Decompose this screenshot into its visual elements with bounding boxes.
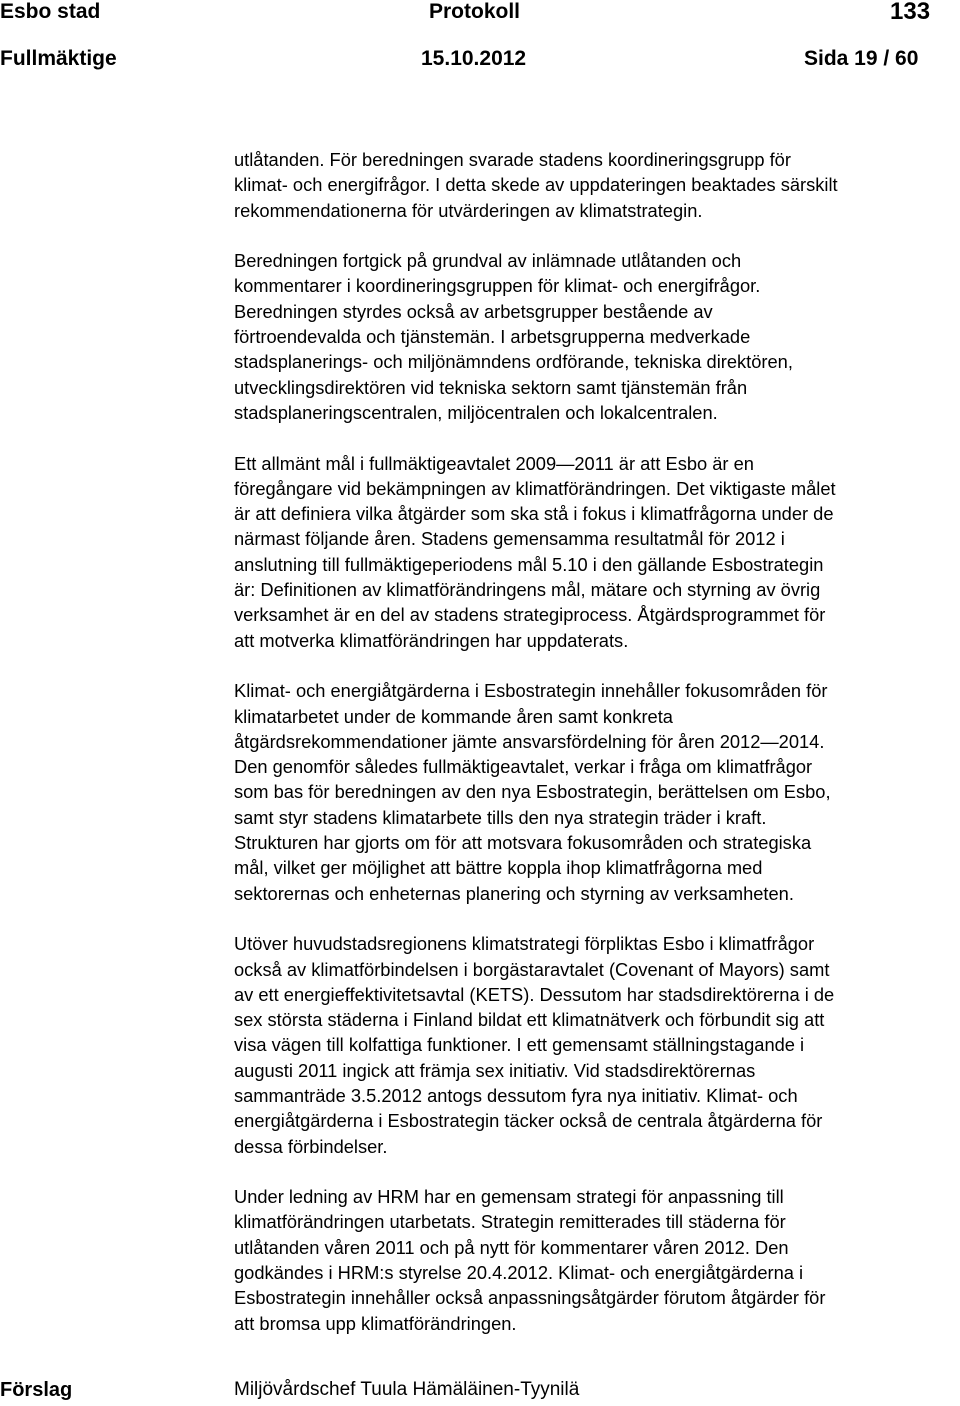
paragraph bbox=[234, 931, 950, 1159]
header-date: 15.10.2012 bbox=[421, 47, 527, 70]
text-line: Ett allmänt mål i fullmäktigeavtalet 2009—2011 är att Esbo är en bbox=[234, 452, 754, 474]
text-line: av ett energieffektivitetsavtal (KETS). Dessutom har stadsdirektörerna i de bbox=[234, 983, 835, 1005]
text-line: är att definiera vilka åtgärder som ska stå i fokus i klimatfrågorna under de bbox=[234, 503, 834, 525]
text-line: mål, vilket ger möjlighet att bättre koppla ihop klimatfrågorna med bbox=[234, 857, 763, 879]
text-line: sektorernas och enheternas planering och styrning av verksamheten. bbox=[234, 882, 794, 904]
text-line: verksamhet är en del av stadens strategiprocess. Åtgärdsprogrammet för bbox=[234, 604, 826, 626]
paragraph bbox=[234, 678, 950, 906]
text-line: rekommendationerna för utvärderingen av klimatstrategin. bbox=[234, 199, 703, 221]
text-line: klimatarbetet under de kommande åren samt konkreta bbox=[234, 705, 673, 727]
text-line: energiåtgärderna i Esbostrategin täcker också de centrala åtgärderna för bbox=[234, 1110, 823, 1132]
text-line: anslutning till fullmäktigeperiodens mål 5.10 i den gällande Esbostrategin bbox=[234, 553, 824, 575]
paragraph bbox=[234, 248, 950, 425]
text-line: Beredningen styrdes också av arbetsgrupper bestående av bbox=[234, 300, 713, 322]
text-line: Den genomför således fullmäktigeavtalet, verkar i fråga om klimatfrågor bbox=[234, 756, 813, 778]
paragraph bbox=[234, 147, 950, 223]
text-line: Beredningen fortgick på grundval av inlämnade utlåtanden och bbox=[234, 250, 742, 272]
text-line: utvecklingsdirektören vid tekniska sektorn samt tjänstemän från bbox=[234, 376, 748, 398]
text-line: förtroendevalda och tjänstemän. I arbetsgrupperna medverkade bbox=[234, 326, 751, 348]
text-line: föregångare vid bekämpningen av klimatförändringen. Det viktigaste målet bbox=[234, 477, 836, 499]
header-page-of: Sida 19 / 60 bbox=[804, 47, 919, 70]
text-line: dessa förbindelser. bbox=[234, 1135, 388, 1157]
text-line: sammanträde 3.5.2012 antogs dessutom fyra nya initiativ. Klimat- och bbox=[234, 1084, 798, 1106]
text-line: klimatförändringen utarbetats. Strategin remitterades till städerna för bbox=[234, 1211, 786, 1233]
text-line: Esbostrategin innehåller också anpassningsåtgärder förutom åtgärder för bbox=[234, 1287, 826, 1309]
text-line: att bromsa upp klimatförändringen. bbox=[234, 1312, 517, 1334]
text-line: godkändes i HRM:s styrelse 20.4.2012. Klimat- och energiåtgärderna i bbox=[234, 1262, 804, 1284]
text-line: visa vägen till kolfattiga funktioner. I ett gemensamt ställningstagande i bbox=[234, 1034, 805, 1056]
header-org: Esbo stad bbox=[0, 0, 101, 23]
text-line: att motverka klimatförändringen har uppdaterats. bbox=[234, 629, 629, 651]
text-line: klimat- och energifrågor. I detta skede av uppdateringen beaktades särskilt bbox=[234, 174, 838, 196]
text-line: Klimat- och energiåtgärderna i Esbostrategin innehåller fokusområden för bbox=[234, 680, 828, 702]
text-line: augusti 2011 ingick att främja sex initiativ. Vid stadsdirektörernas bbox=[234, 1059, 756, 1081]
footer-label: Förslag bbox=[0, 1379, 73, 1401]
footer-value: Miljövårdschef Tuula Hämäläinen-Tyynilä bbox=[234, 1379, 580, 1400]
text-line: åtgärdsrekommendationer jämte ansvarsfördelning för åren 2012—2014. bbox=[234, 730, 825, 752]
text-line: Utöver huvudstadsregionens klimatstrategi förpliktas Esbo i klimatfrågor bbox=[234, 933, 815, 955]
header-doc-type: Protokoll bbox=[429, 0, 521, 23]
text-line: som bas för beredningen av den nya Esbostrategin, berättelsen om Esbo, bbox=[234, 781, 831, 803]
text-line: utlåtanden. För beredningen svarade stadens koordineringsgrupp för bbox=[234, 149, 791, 170]
text-line: utlåtanden våren 2011 och på nytt för kommentarer våren 2012. Den bbox=[234, 1236, 789, 1258]
text-line: närmast följande åren. Stadens gemensamma resultatmål för 2012 i bbox=[234, 528, 785, 550]
text-line: Strukturen har gjorts om för att motsvara fokusområden och strategiska bbox=[234, 832, 812, 854]
text-line: stadsplaneringscentralen, miljöcentralen och lokalcentralen. bbox=[234, 401, 718, 423]
paragraph bbox=[234, 451, 950, 653]
paragraph bbox=[234, 1184, 950, 1336]
text-line: samt styr stadens klimatarbete tills den nya strategin träder i kraft. bbox=[234, 806, 767, 828]
text-line: sex största städerna i Finland bildat ett klimatnätverk och förbundit sig att bbox=[234, 1009, 825, 1031]
text-line: Under ledning av HRM har en gemensam strategi för anpassning till bbox=[234, 1186, 784, 1208]
text-line: kommentarer i koordineringsgruppen för klimat- och energifrågor. bbox=[234, 275, 761, 297]
header-body: Fullmäktige bbox=[0, 47, 117, 70]
header-page-number: 133 bbox=[890, 0, 931, 25]
document-body bbox=[234, 147, 950, 1361]
text-line: stadsplanerings- och miljönämndens ordförande, tekniska direktören, bbox=[234, 351, 793, 373]
text-line: också av klimatförbindelsen i borgästaravtalet (Covenant of Mayors) samt bbox=[234, 958, 830, 980]
text-line: är: Definitionen av klimatförändringens mål, mätare och styrning av övrig bbox=[234, 579, 821, 601]
